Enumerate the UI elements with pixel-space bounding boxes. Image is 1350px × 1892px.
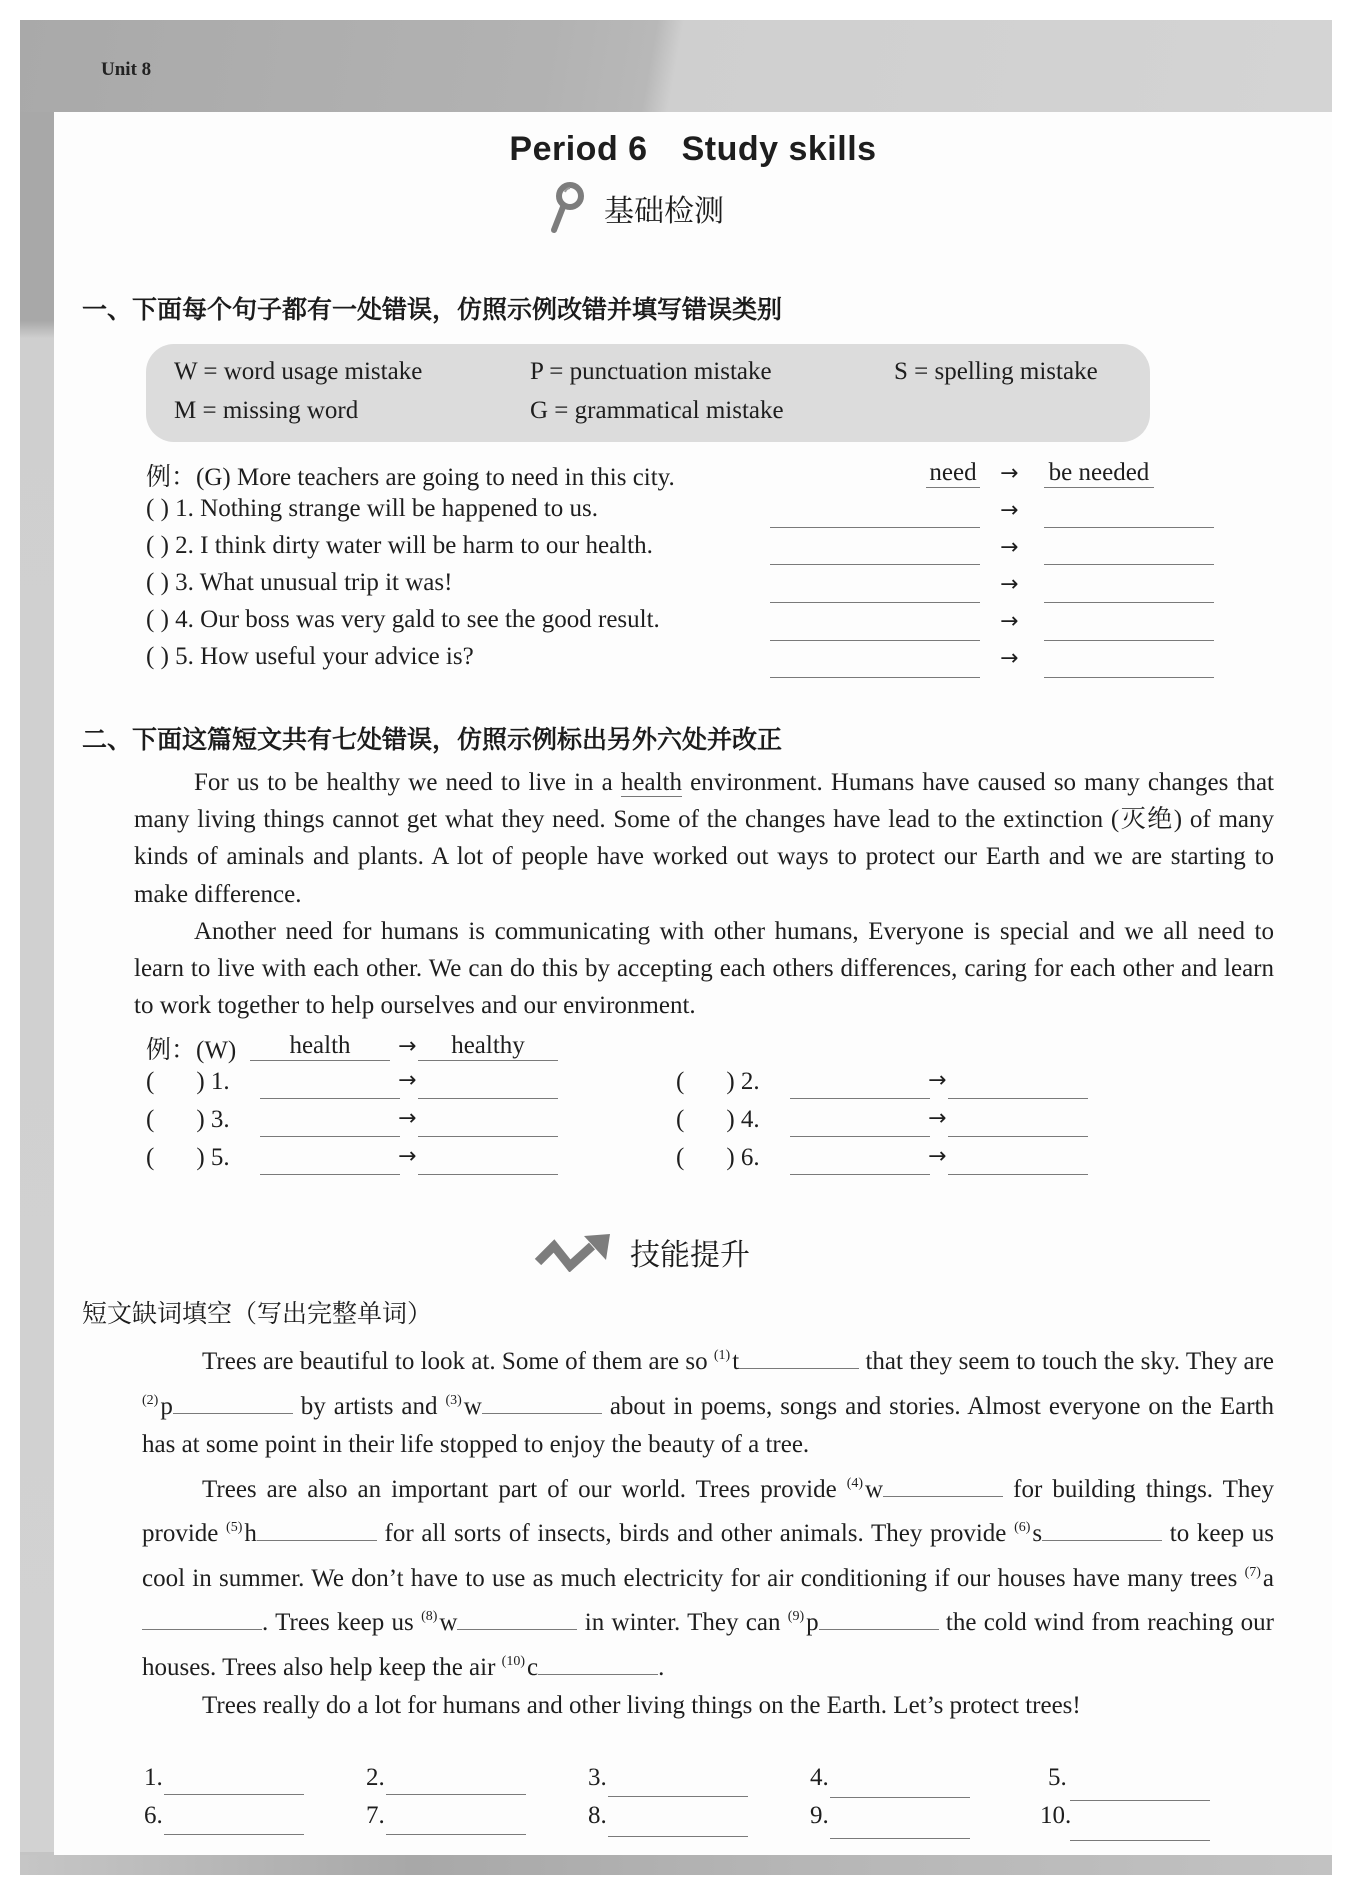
part1-example: [146, 457, 675, 493]
arrow-icon: →: [398, 1034, 417, 1059]
answer-blank[interactable]: [164, 1794, 304, 1795]
fill-blank[interactable]: [482, 1389, 602, 1414]
sentence-text: 3. What unusual trip it was!: [175, 569, 453, 596]
first-letter-hint: w: [439, 1609, 458, 1636]
passage-text: to keep us cool in summer. We don’t have to use as much electricity for air conditioning if our houses have many trees: [142, 1520, 1274, 1592]
correction-blank[interactable]: [1044, 640, 1214, 641]
passage-paragraph-1: [134, 764, 1274, 913]
first-letter-hint: w: [463, 1392, 482, 1420]
section-banner-basic: [548, 180, 724, 236]
footer-band: [20, 1855, 1332, 1875]
header-band: [20, 20, 1332, 112]
passage-text: environment. Humans have caused so many changes that many living things cannot get what they need. Some of the changes have lead to the extinction (灭绝) of many kinds of aminals and plants. A lot of people have worked out ways to protect our Earth and we are starting to make difference.: [134, 769, 1275, 908]
answer-number: 8.: [588, 1802, 607, 1829]
passage-text: .: [658, 1653, 665, 1681]
wrong-word-blank[interactable]: [790, 1174, 930, 1175]
answer-blank[interactable]: [830, 1838, 970, 1839]
wrong-word-blank[interactable]: [260, 1174, 400, 1175]
answer-paren[interactable]: (: [676, 1068, 685, 1095]
sentence-text: 1. Nothing strange will be happened to us.: [175, 495, 598, 522]
sentence-text: 2. I think dirty water will be harm to our health.: [175, 532, 653, 559]
legend-g: G = grammatical mistake: [530, 397, 784, 424]
passage-text: Trees are beautiful to look at. Some of them are so: [202, 1348, 714, 1375]
answer-number: 3.: [588, 1764, 607, 1791]
wrong-word-blank[interactable]: [770, 640, 980, 641]
arrow-icon: →: [1000, 498, 1019, 523]
fill-blank[interactable]: [883, 1472, 1003, 1497]
passage-text: by artists and: [292, 1392, 446, 1420]
wrong-word-blank[interactable]: [770, 527, 980, 528]
wrong-word-blank[interactable]: [260, 1098, 400, 1099]
first-letter-hint: a: [1262, 1564, 1274, 1592]
arrow-icon: →: [928, 1068, 947, 1093]
example-correct-word: healthy: [418, 1032, 558, 1061]
passage-text: Trees really do a lot for humans and other living things on the Earth. Let’s protect trees!: [202, 1692, 1081, 1719]
arrow-icon: →: [1000, 646, 1019, 671]
example-error-word: health: [620, 769, 682, 796]
item-label: ) 6.: [726, 1144, 760, 1171]
left-margin-band: [20, 112, 54, 1852]
arrow-icon: →: [1000, 572, 1019, 597]
sentence-text: 4. Our boss was very gald to see the good result.: [175, 606, 660, 633]
answer-paren[interactable]: (: [146, 1068, 155, 1095]
answer-paren[interactable]: ( ): [146, 532, 169, 559]
error-legend-box: [146, 344, 1150, 442]
answer-paren[interactable]: ( ): [146, 569, 169, 596]
correction-blank[interactable]: [418, 1098, 558, 1099]
answer-blank[interactable]: [164, 1834, 304, 1835]
blank-number: (9): [787, 1609, 805, 1624]
answer-number: 9.: [810, 1802, 829, 1829]
passage-paragraph-2: [142, 1465, 1274, 1688]
answer-paren[interactable]: ( ): [146, 495, 169, 522]
answer-number: 7.: [366, 1802, 385, 1829]
wrong-word-blank[interactable]: [770, 602, 980, 603]
part3-passage: [142, 1337, 1274, 1726]
example-wrong-word: health: [250, 1032, 390, 1061]
example-correct-word: be needed: [1044, 459, 1154, 488]
correction-blank[interactable]: [948, 1098, 1088, 1099]
legend-m: M = missing word: [174, 397, 359, 424]
answer-number: 6.: [144, 1802, 163, 1829]
correction-blank[interactable]: [1044, 527, 1214, 528]
correction-blank[interactable]: [418, 1174, 558, 1175]
section-banner-skill: [534, 1230, 750, 1274]
arrow-icon: →: [928, 1144, 947, 1169]
passage-text: about in poems, songs and stories. Almost everyone on the Earth has at some point in their life stopped to enjoy the beauty of a tree.: [142, 1392, 1274, 1458]
example-prefix: 例：: [146, 462, 197, 491]
answer-blank[interactable]: [830, 1797, 970, 1798]
arrow-icon: →: [398, 1068, 417, 1093]
first-letter-hint: s: [1032, 1520, 1043, 1547]
blank-number: (4): [846, 1475, 864, 1491]
fill-blank[interactable]: [538, 1650, 658, 1675]
answer-paren[interactable]: ( ): [146, 606, 169, 633]
passage-paragraph-3: [142, 1687, 1274, 1726]
legend-p: P = punctuation mistake: [530, 358, 772, 385]
passage-paragraph-2: [134, 913, 1274, 1025]
passage-paragraph-1: [142, 1337, 1274, 1465]
part1-heading: 一、下面每个句子都有一处错误，仿照示例改错并填写错误类别: [82, 295, 783, 324]
fill-blank[interactable]: [257, 1516, 377, 1541]
answer-number: 2.: [366, 1764, 385, 1791]
first-letter-hint: h: [244, 1520, 257, 1547]
correction-blank[interactable]: [1044, 564, 1214, 565]
item-label: ) 4.: [726, 1106, 760, 1133]
answer-number: 4.: [810, 1764, 829, 1791]
trend-up-arrow-icon: [534, 1232, 614, 1272]
passage-text: For us to be healthy we need to live in a: [194, 769, 621, 796]
blank-number: (3): [445, 1392, 462, 1408]
arrow-icon: →: [1000, 609, 1019, 634]
example-code: (G): [196, 464, 231, 491]
answer-blank[interactable]: [1070, 1800, 1210, 1801]
answer-number: 10.: [1040, 1802, 1072, 1829]
passage-text: . Trees keep us: [262, 1609, 422, 1636]
first-letter-hint: t: [732, 1348, 740, 1375]
item-label: ) 1.: [196, 1068, 230, 1095]
fill-blank[interactable]: [173, 1389, 293, 1414]
part2-passage: [134, 764, 1274, 1024]
part2-heading: 二、下面这篇短文共有七处错误，仿照示例标出另外六处并改正: [82, 725, 783, 754]
item-label: ) 3.: [196, 1106, 230, 1133]
legend-s: S = spelling mistake: [894, 358, 1098, 385]
unit-label: Unit 8: [101, 59, 152, 80]
wrong-word-blank[interactable]: [790, 1098, 930, 1099]
blank-number: (1): [713, 1348, 731, 1363]
arrow-icon: →: [398, 1144, 417, 1169]
fill-blank[interactable]: [739, 1344, 859, 1369]
answer-paren[interactable]: (: [676, 1106, 685, 1133]
blank-number: (8): [421, 1609, 438, 1624]
correction-blank[interactable]: [948, 1136, 1088, 1137]
fill-blank[interactable]: [457, 1605, 577, 1630]
passage-text: for building things. They provide: [142, 1475, 1275, 1547]
section-banner-label: 技能提升: [630, 1238, 750, 1273]
correction-blank[interactable]: [418, 1136, 558, 1137]
blank-number: (5): [226, 1520, 243, 1535]
answer-number: 1.: [144, 1764, 163, 1791]
answer-blank[interactable]: [608, 1836, 748, 1837]
wrong-word-blank[interactable]: [770, 677, 980, 678]
period-label: Period 6: [509, 130, 648, 168]
first-letter-hint: c: [526, 1653, 539, 1681]
blank-number: (2): [142, 1392, 159, 1408]
sentence-text: 5. How useful your advice is?: [175, 643, 474, 670]
first-letter-hint: p: [160, 1392, 173, 1420]
answer-paren[interactable]: (: [146, 1106, 155, 1133]
passage-text: the cold wind from reaching our houses. Trees also help keep the air: [142, 1609, 1274, 1681]
answer-blank[interactable]: [386, 1834, 526, 1835]
example-sentence: More teachers are going to need in this city.: [236, 464, 675, 491]
wrong-word-blank[interactable]: [770, 564, 980, 565]
blank-number: (7): [1244, 1564, 1261, 1580]
fill-blank[interactable]: [819, 1605, 939, 1630]
passage-text: for all sorts of insects, birds and other animals. They provide: [376, 1520, 1015, 1547]
page-title: [54, 130, 1332, 169]
passage-text: Trees are also an important part of our world. Trees provide: [202, 1475, 847, 1503]
section-banner-label: 基础检测: [604, 194, 724, 229]
answer-number: 5.: [1048, 1764, 1067, 1791]
part2-example: [146, 1030, 236, 1066]
first-letter-hint: p: [806, 1609, 819, 1636]
wrong-word-blank[interactable]: [260, 1136, 400, 1137]
passage-text: that they seem to touch the sky. They are: [859, 1348, 1274, 1375]
blank-number: (6): [1014, 1520, 1031, 1535]
answer-blank[interactable]: [608, 1796, 748, 1797]
answer-paren[interactable]: (: [676, 1144, 685, 1171]
passage-text: in winter. They can: [577, 1609, 788, 1636]
fill-blank[interactable]: [1042, 1516, 1162, 1541]
correction-blank[interactable]: [1044, 602, 1214, 603]
example-prefix: 例：: [146, 1035, 197, 1064]
wrong-word-blank[interactable]: [790, 1136, 930, 1137]
fill-blank[interactable]: [142, 1605, 262, 1630]
worksheet-content: [54, 112, 1332, 1855]
arrow-icon: →: [398, 1106, 417, 1131]
part3-heading: 短文缺词填空（写出完整单词）: [82, 1299, 433, 1328]
correction-blank[interactable]: [1044, 677, 1214, 678]
example-code: (W): [196, 1037, 237, 1064]
arrow-icon: →: [1000, 535, 1019, 560]
lesson-label: Study skills: [681, 130, 877, 168]
example-wrong-word: need: [926, 459, 980, 488]
magnifier-icon: [548, 180, 588, 236]
first-letter-hint: w: [865, 1475, 884, 1503]
blank-number: (10): [501, 1653, 525, 1669]
item-label: ) 2.: [726, 1068, 760, 1095]
legend-w: W = word usage mistake: [174, 358, 423, 385]
correction-blank[interactable]: [948, 1174, 1088, 1175]
item-label: ) 5.: [196, 1144, 230, 1171]
answer-paren[interactable]: (: [146, 1144, 155, 1171]
answer-blank[interactable]: [386, 1794, 526, 1795]
passage-text: Another need for humans is communicating with other humans, Everyone is special and we all need to learn to live with each other. We can do this by accepting each others differences, caring for each other and learn to work together to help ourselves and our environment.: [134, 917, 1274, 1020]
arrow-icon: →: [1000, 461, 1019, 486]
answer-paren[interactable]: ( ): [146, 643, 169, 670]
answer-blank[interactable]: [1070, 1840, 1210, 1841]
arrow-icon: →: [928, 1106, 947, 1131]
